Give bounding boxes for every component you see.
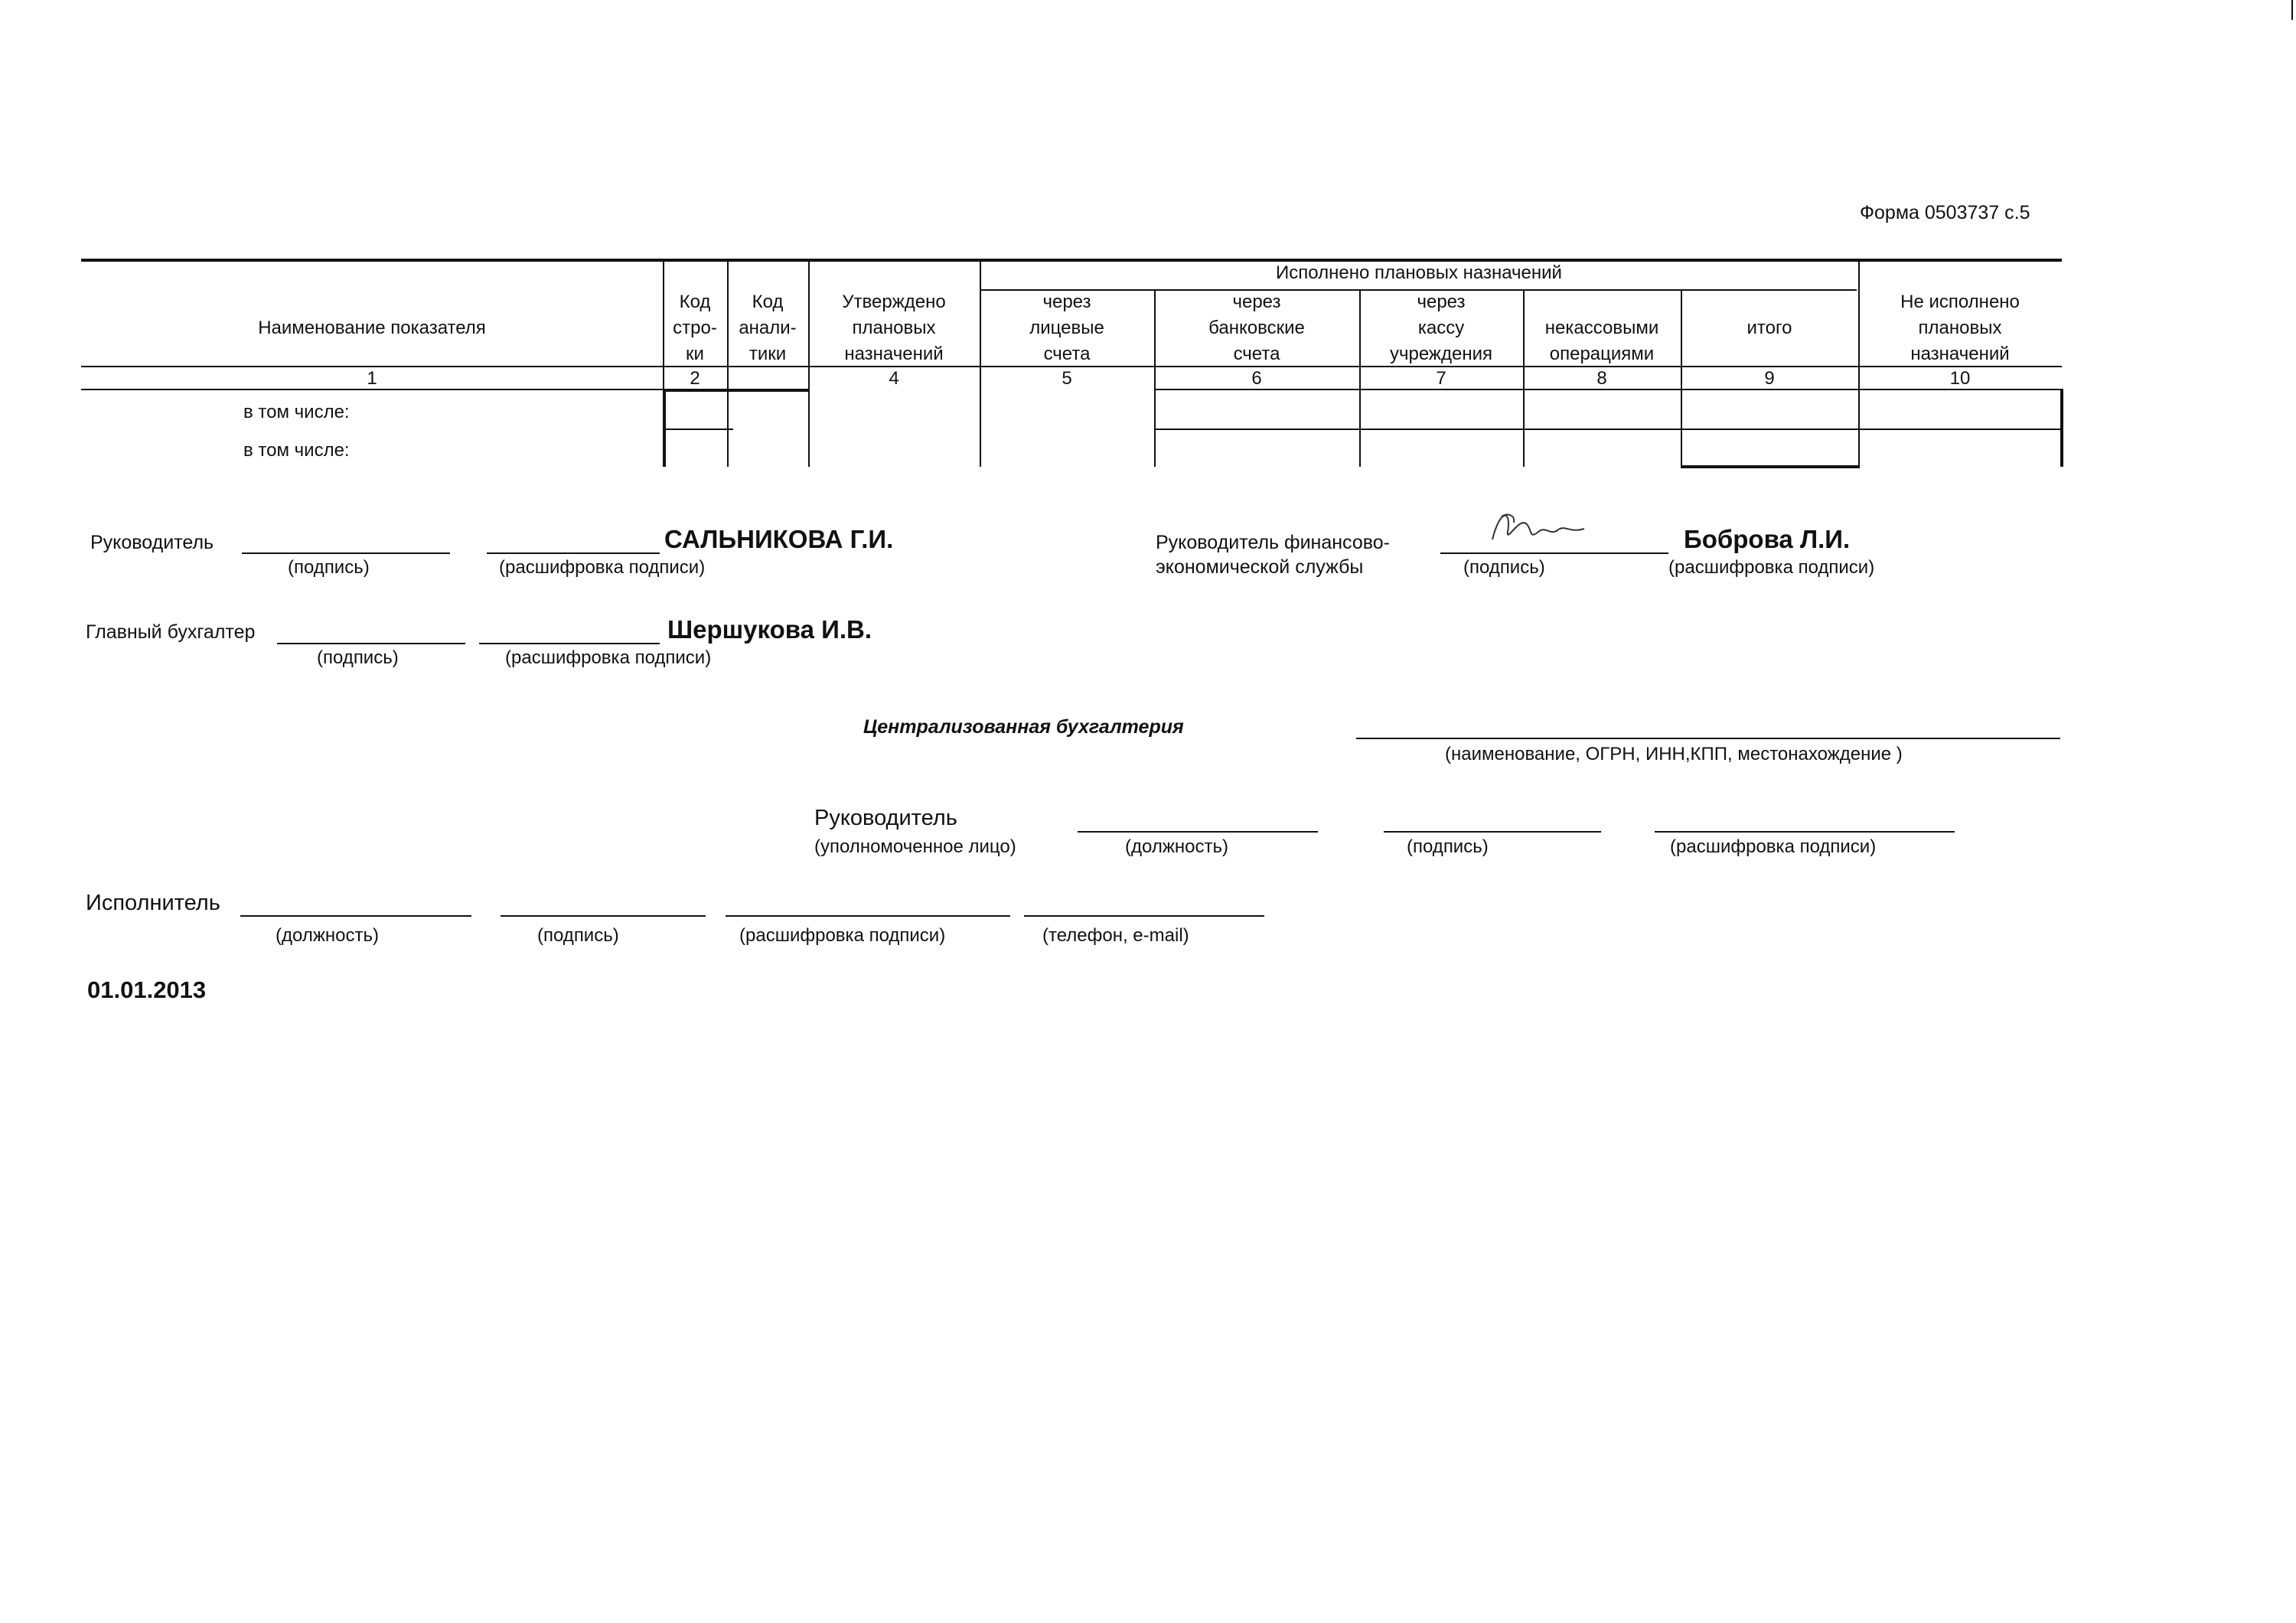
handwritten-signature (1485, 501, 1592, 555)
table-row-label: в том числе: (243, 402, 350, 422)
chief-accountant-title: Главный бухгалтер (86, 621, 256, 643)
form-code: Форма 0503737 с.5 (1860, 202, 2030, 223)
col-number-6: 6 (1251, 368, 1262, 389)
col-header-total: итого (1746, 318, 1792, 338)
col-number-4: 4 (889, 368, 899, 389)
centralized-caption: (наименование, ОГРН, ИНН,КПП, местонахождение ) (1445, 744, 1903, 764)
executor-contact-line (1024, 915, 1264, 917)
col-header-bank-accounts: через банковские счета (1208, 292, 1305, 364)
executor-signature-line (501, 915, 706, 917)
col-header-personal-accounts: через лицевые счета (1029, 292, 1104, 364)
fin-head-title-line1: Руководитель финансово- (1156, 532, 1390, 553)
centralized-decode-caption: (расшифровка подписи) (1670, 836, 1877, 857)
head-name: САЛЬНИКОВА Г.И. (664, 525, 894, 553)
group-header: Исполнено плановых назначений (1276, 262, 1562, 283)
scan-edge-mark (2291, 0, 2293, 20)
col-header-not-executed: Не исполнено плановых назначений (1900, 292, 2020, 364)
col-header-approved: Утверждено плановых назначений (842, 292, 946, 364)
col-divider-1-thick (663, 389, 666, 467)
chief-accountant-signature-line (277, 643, 465, 644)
row-divider-right (1154, 429, 2062, 430)
col-number-5: 5 (1062, 368, 1072, 389)
executor-sign-caption: (подпись) (537, 925, 619, 946)
executor-decode-line (726, 915, 1010, 917)
head-decode-caption: (расшифровка подписи) (499, 557, 706, 578)
head-decode-line (487, 552, 660, 554)
centralized-name-line (1356, 738, 2060, 739)
executor-position-line (240, 915, 471, 917)
centralized-sign-caption: (подпись) (1407, 836, 1489, 857)
executor-title: Исполнитель (86, 891, 220, 915)
chief-accountant-sign-caption: (подпись) (317, 647, 399, 668)
col-header-cash: через кассу учреждения (1390, 292, 1492, 364)
report-table (0, 0, 2296, 536)
total-cell-bottom (1681, 465, 1860, 468)
chief-accountant-decode-line (479, 643, 660, 644)
col-header-row-code: Код стро- ки (673, 292, 717, 364)
col-number-10: 10 (1949, 368, 1971, 389)
row-divider-code (663, 429, 733, 430)
table-row-label: в том числе: (243, 440, 350, 461)
col-number-2: 2 (690, 368, 700, 389)
fin-head-name: Боброва Л.И. (1684, 525, 1851, 553)
centralized-head-title: Руководитель (814, 806, 957, 830)
centralized-title: Централизованная бухгалтерия (863, 716, 1184, 738)
table-right-border (2060, 389, 2063, 467)
col-header-name: Наименование показателя (258, 318, 486, 338)
executor-contact-caption: (телефон, e-mail) (1042, 925, 1189, 946)
col-number-7: 7 (1436, 368, 1446, 389)
col-header-noncash: некассовыми операциями (1544, 318, 1659, 364)
fin-head-sign-caption: (подпись) (1463, 557, 1545, 578)
document-date: 01.01.2013 (87, 976, 207, 1003)
centralized-signature-line (1384, 831, 1601, 833)
centralized-head-subtitle: (уполномоченное лицо) (814, 836, 1016, 857)
fin-head-title-line2: экономической службы (1156, 556, 1364, 578)
executor-decode-caption: (расшифровка подписи) (739, 925, 946, 946)
centralized-decode-line (1655, 831, 1955, 833)
chief-accountant-name: Шершукова И.В. (667, 615, 872, 644)
executor-position-caption: (должность) (276, 925, 379, 946)
fin-head-decode-caption: (расшифровка подписи) (1668, 557, 1875, 578)
head-title: Руководитель (90, 532, 214, 553)
col-number-9: 9 (1764, 368, 1775, 389)
col-header-analytics-code: Код анали- тики (739, 292, 797, 364)
centralized-position-caption: (должность) (1125, 836, 1228, 857)
chief-accountant-decode-caption: (расшифровка подписи) (505, 647, 712, 668)
head-sign-caption: (подпись) (288, 557, 370, 578)
centralized-position-line (1078, 831, 1318, 833)
head-signature-line (242, 552, 450, 554)
col-number-1: 1 (367, 368, 377, 389)
col-number-8: 8 (1596, 368, 1607, 389)
